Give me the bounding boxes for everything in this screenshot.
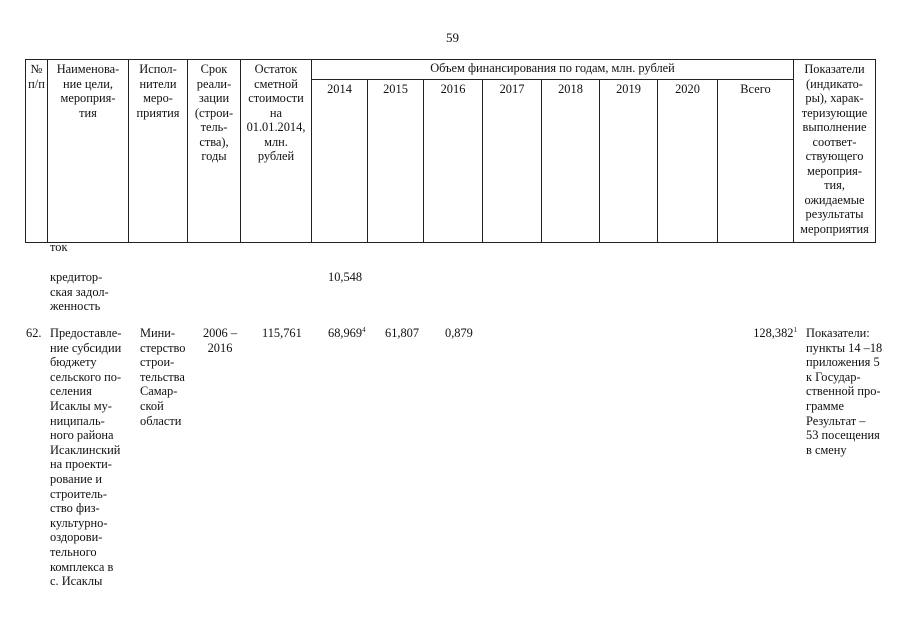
row62-value-2016: 0,879 [445, 326, 473, 340]
row62-remainder: 115,761 [262, 326, 302, 340]
header-year-2018: 2018 [542, 79, 600, 242]
header-year-2016: 2016 [424, 79, 483, 242]
continuation-label: кредитор- ская задол- женность [50, 270, 109, 314]
header-year-2017: 2017 [483, 79, 542, 242]
header-executors-cell: Испол- нители меро- приятия [129, 60, 188, 243]
table-header [25, 59, 876, 243]
header-year-2015: 2015 [368, 79, 424, 242]
continuation-value-2014: 10,548 [328, 270, 363, 284]
row62-indicators: Показатели: пункты 14 –18 приложения 5 к Государ- ственной про- грамме Результат – 53 посещения в смену [806, 326, 883, 457]
header-total: Всего [718, 79, 794, 242]
header-name-cell: Наименова- ние цели, мероприя- тия [48, 60, 129, 243]
header-num-cell: № п/п [26, 60, 48, 243]
row62-term: 2006 – 2016 [202, 326, 238, 355]
continuation-text: ток [50, 240, 68, 254]
row62-value-2015: 61,807 [385, 326, 420, 340]
row62-name: Предоставле- ние субсидии бюджету сельского по- селения Исаклы му- ниципаль- ного района Исаклинский на проекти- рование и строитель- ство физ- культурно- оздорови- тельного комплекса в с. Исаклы [50, 326, 122, 589]
page-number: 59 [446, 30, 459, 45]
header-year-2020: 2020 [658, 79, 718, 242]
header-year-2014: 2014 [312, 79, 368, 242]
header-remainder-cell: Остаток сметной стоимости на 01.01.2014, млн. рублей [241, 60, 312, 243]
header-term-cell: Срок реали- зации (строи- тель- ства), годы [188, 60, 241, 243]
row62-executor: Мини- стерство строи- тельства Самар- ской области [140, 326, 186, 428]
row62-value-2014: 68,969$^4$ [328, 326, 366, 340]
header-year-2019: 2019 [600, 79, 658, 242]
header-indicators-cell: Показатели (индикато- ры), харак- теризующие выполнение соответ- ствующего мероприя- тия, ожидаемые результаты мероприятия [794, 60, 876, 243]
row62-total: 128,382$^1$ [753, 326, 797, 340]
header-funding-group: Объем финансирования по годам, млн. рублей [312, 60, 794, 80]
row62-number: 62. [26, 326, 42, 340]
